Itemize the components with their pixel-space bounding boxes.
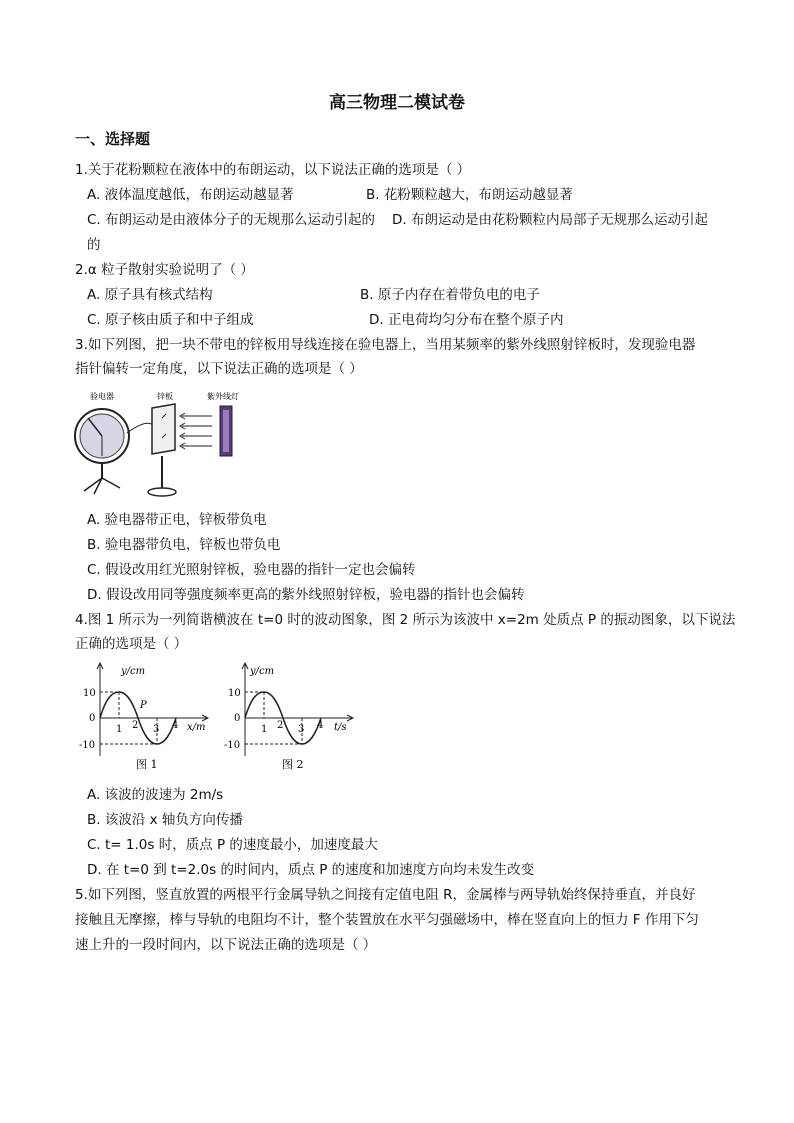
uv-lamp-tube	[223, 410, 229, 452]
q3-option-c: C. 假设改用红光照射锌板，验电器的指针一定也会偏转	[87, 562, 416, 578]
fig2-tick-neg10: -10	[224, 740, 241, 751]
electroscope-figure	[72, 388, 262, 500]
q4-option-b: B. 该波沿 x 轴负方向传播	[87, 812, 243, 828]
fig1-tick-neg10: -10	[79, 740, 96, 751]
q4-option-c: C. t= 1.0s 时，质点 P 的速度最小，加速度最大	[87, 837, 378, 853]
fig1-tick-1: 1	[116, 724, 123, 735]
connecting-wire	[127, 423, 154, 433]
fig2-tick-0: 0	[234, 713, 241, 724]
electroscope-tripod	[84, 478, 120, 494]
fig2-tick-1: 1	[261, 724, 268, 735]
fig2-y-label: y/cm	[250, 666, 275, 677]
q4-option-d: D. 在 t=0 到 t=2.0s 的时间内，质点 P 的速度和加速度方向均未发生改变	[87, 862, 535, 878]
fig-label-zinc-plate: 锌板	[157, 392, 173, 401]
q2-option-c: C. 原子核由质子和中子组成	[87, 312, 254, 328]
fig2-tick-4: 4	[317, 720, 324, 731]
q1-stem: 1.关于花粉颗粒在液体中的布朗运动，以下说法正确的选项是（ ）	[75, 162, 471, 178]
fig2-tick-3: 3	[298, 724, 305, 735]
q5-stem-line1: 5.如下列图，竖直放置的两根平行金属导轨之间接有定值电阻 R，金属棒与两导轨始终保持垂直，并良好	[75, 887, 696, 903]
vibration-graph-fig2	[220, 660, 360, 775]
fig1-tick-4: 4	[172, 720, 179, 731]
q2-option-a: A. 原子具有核式结构	[87, 287, 213, 303]
zinc-plate	[152, 404, 175, 454]
zinc-plate-base	[148, 488, 176, 496]
q1-option-d: D. 布朗运动是由花粉颗粒内局部子无规那么运动引起	[392, 212, 708, 228]
fig1-caption: 图 1	[136, 758, 158, 771]
fig1-tick-10: 10	[83, 688, 96, 699]
fig2-tick-2: 2	[277, 720, 284, 731]
q1-option-a: A. 液体温度越低，布朗运动越显著	[87, 187, 294, 203]
q3-stem-line1: 3.如下列图，把一块不带电的锌板用导线连接在验电器上，当用某频率的紫外线照射锌板时，发现验电器	[75, 337, 696, 353]
q4-stem-line2: 正确的选项是（ ）	[75, 636, 188, 652]
q3-option-d: D. 假设改用同等强度频率更高的紫外线照射锌板，验电器的指针也会偏转	[87, 587, 525, 603]
page-title: 高三物理二模试卷	[329, 93, 465, 113]
fig2-x-label: t/s	[334, 722, 347, 733]
fig1-tick-2: 2	[132, 720, 139, 731]
fig-label-electroscope: 验电器	[90, 392, 114, 401]
q2-stem: 2.α 粒子散射实验说明了（ ）	[75, 262, 254, 278]
uv-rays	[180, 413, 212, 449]
q3-option-b: B. 验电器带负电，锌板也带负电	[87, 537, 281, 553]
q1-option-c: C. 布朗运动是由液体分子的无规那么运动引起的	[87, 212, 376, 228]
q2-option-d: D. 正电荷均匀分布在整个原子内	[369, 312, 564, 328]
fig2-tick-10: 10	[228, 688, 241, 699]
fig1-y-label: y/cm	[121, 666, 146, 677]
wave-graph-fig1	[75, 660, 215, 775]
q5-stem-line2: 接触且无摩擦，棒与导轨的电阻均不计，整个装置放在水平匀强磁场中，棒在竖直向上的恒力 F 作用下匀	[75, 912, 699, 928]
q5-stem-line3: 速上升的一段时间内，以下说法正确的选项是（ ）	[75, 937, 377, 953]
q2-option-b: B. 原子内存在着带负电的电子	[360, 287, 540, 303]
q3-stem-line2: 指针偏转一定角度，以下说法正确的选项是（ ）	[75, 361, 363, 377]
fig-label-uv-lamp: 紫外线灯	[207, 392, 239, 401]
section-heading: 一、选择题	[75, 130, 151, 148]
q1-option-b: B. 花粉颗粒越大，布朗运动越显著	[366, 187, 573, 203]
fig2-caption: 图 2	[282, 758, 304, 771]
fig1-tick-0: 0	[89, 713, 96, 724]
fig1-x-label: x/m	[187, 722, 206, 733]
fig1-tick-3: 3	[153, 724, 160, 735]
q4-stem-line1: 4.图 1 所示为一列简谐横波在 t=0 时的波动图象，图 2 所示为该波中 x=2m 处质点 P 的振动图象，以下说法	[75, 612, 736, 628]
q3-option-a: A. 验电器带正电，锌板带负电	[87, 512, 267, 528]
q4-option-a: A. 该波的波速为 2m/s	[87, 787, 224, 803]
fig1-point-p: P	[140, 700, 147, 711]
q1-option-d-cont: 的	[87, 237, 101, 253]
